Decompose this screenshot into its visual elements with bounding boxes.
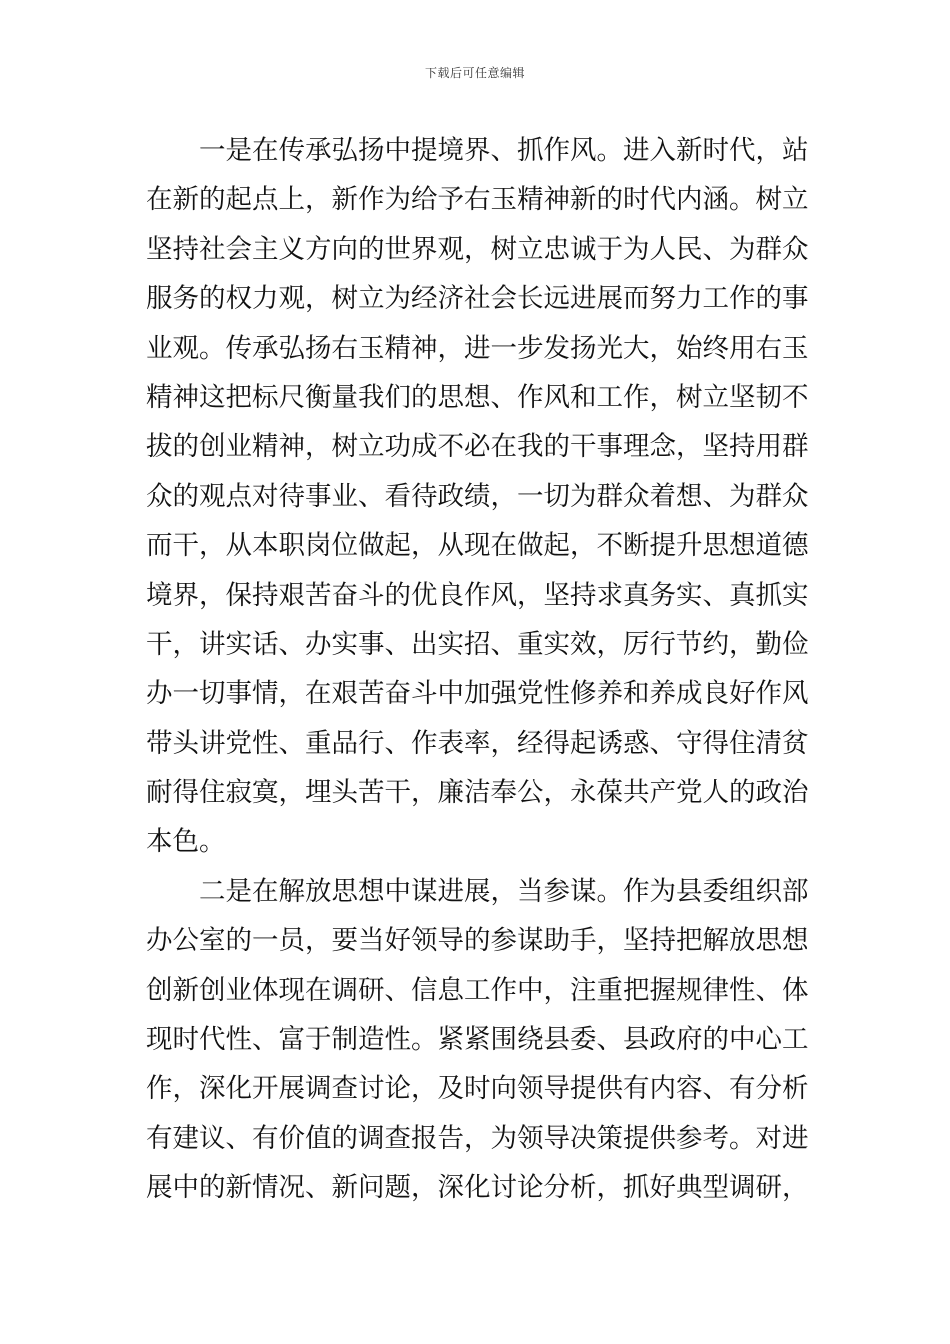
text-line: 展中的新情况、新问题，深化讨论分析，抓好典型调研， [146,1172,809,1204]
text-line: 在新的起点上，新作为给予右玉精神新的时代内涵。树立 [146,184,809,216]
paragraph-1 [146,126,809,867]
text-line: 而干，从本职岗位做起，从现在做起，不断提升思想道德 [146,530,809,562]
text-line: 有建议、有价值的调查报告，为领导决策提供参考。对进 [146,1122,809,1154]
text-line: 拔的创业精神，树立功成不必在我的干事理念，坚持用群 [146,431,809,463]
text-line: 一是在传承弘扬中提境界、抓作风。进入新时代，站 [199,135,809,166]
page-header: 下载后可任意编辑 [424,66,525,80]
text-line: 现时代性、富于制造性。紧紧围绕县委、县政府的中心工 [146,1024,809,1056]
paragraph-2 [146,867,809,1213]
text-line: 本色。 [146,826,226,858]
text-line: 干，讲实话、办实事、出实招、重实效，厉行节约，勤俭 [146,628,809,660]
text-line: 办一切事情，在艰苦奋斗中加强党性修养和养成良好作风 [146,678,809,710]
text-line: 作，深化开展调查讨论，及时向领导提供有内容、有分析 [146,1073,809,1105]
document-body [146,126,809,1213]
text-line: 服务的权力观，树立为经济社会长远进展而努力工作的事 [146,283,809,315]
text-line: 耐得住寂寞，埋头苦干，廉洁奉公，永葆共产党人的政治 [146,777,809,809]
text-line: 创新创业体现在调研、信息工作中，注重把握规律性、体 [146,974,809,1006]
text-line: 业观。传承弘扬右玉精神，进一步发扬光大，始终用右玉 [146,332,809,364]
text-line: 办公室的一员，要当好领导的参谋助手，坚持把解放思想 [146,925,809,957]
text-line: 坚持社会主义方向的世界观，树立忠诚于为人民、为群众 [146,233,809,265]
text-line: 境界，保持艰苦奋斗的优良作风，坚持求真务实、真抓实 [146,579,809,611]
text-line: 二是在解放思想中谋进展，当参谋。作为县委组织部 [199,875,809,907]
text-line: 众的观点对待事业、看待政绩，一切为群众着想、为群众 [146,480,809,512]
text-line: 带头讲党性、重品行、作表率，经得起诱惑、守得住清贫 [146,727,809,759]
text-line: 精神这把标尺衡量我们的思想、作风和工作，树立坚韧不 [146,381,809,413]
